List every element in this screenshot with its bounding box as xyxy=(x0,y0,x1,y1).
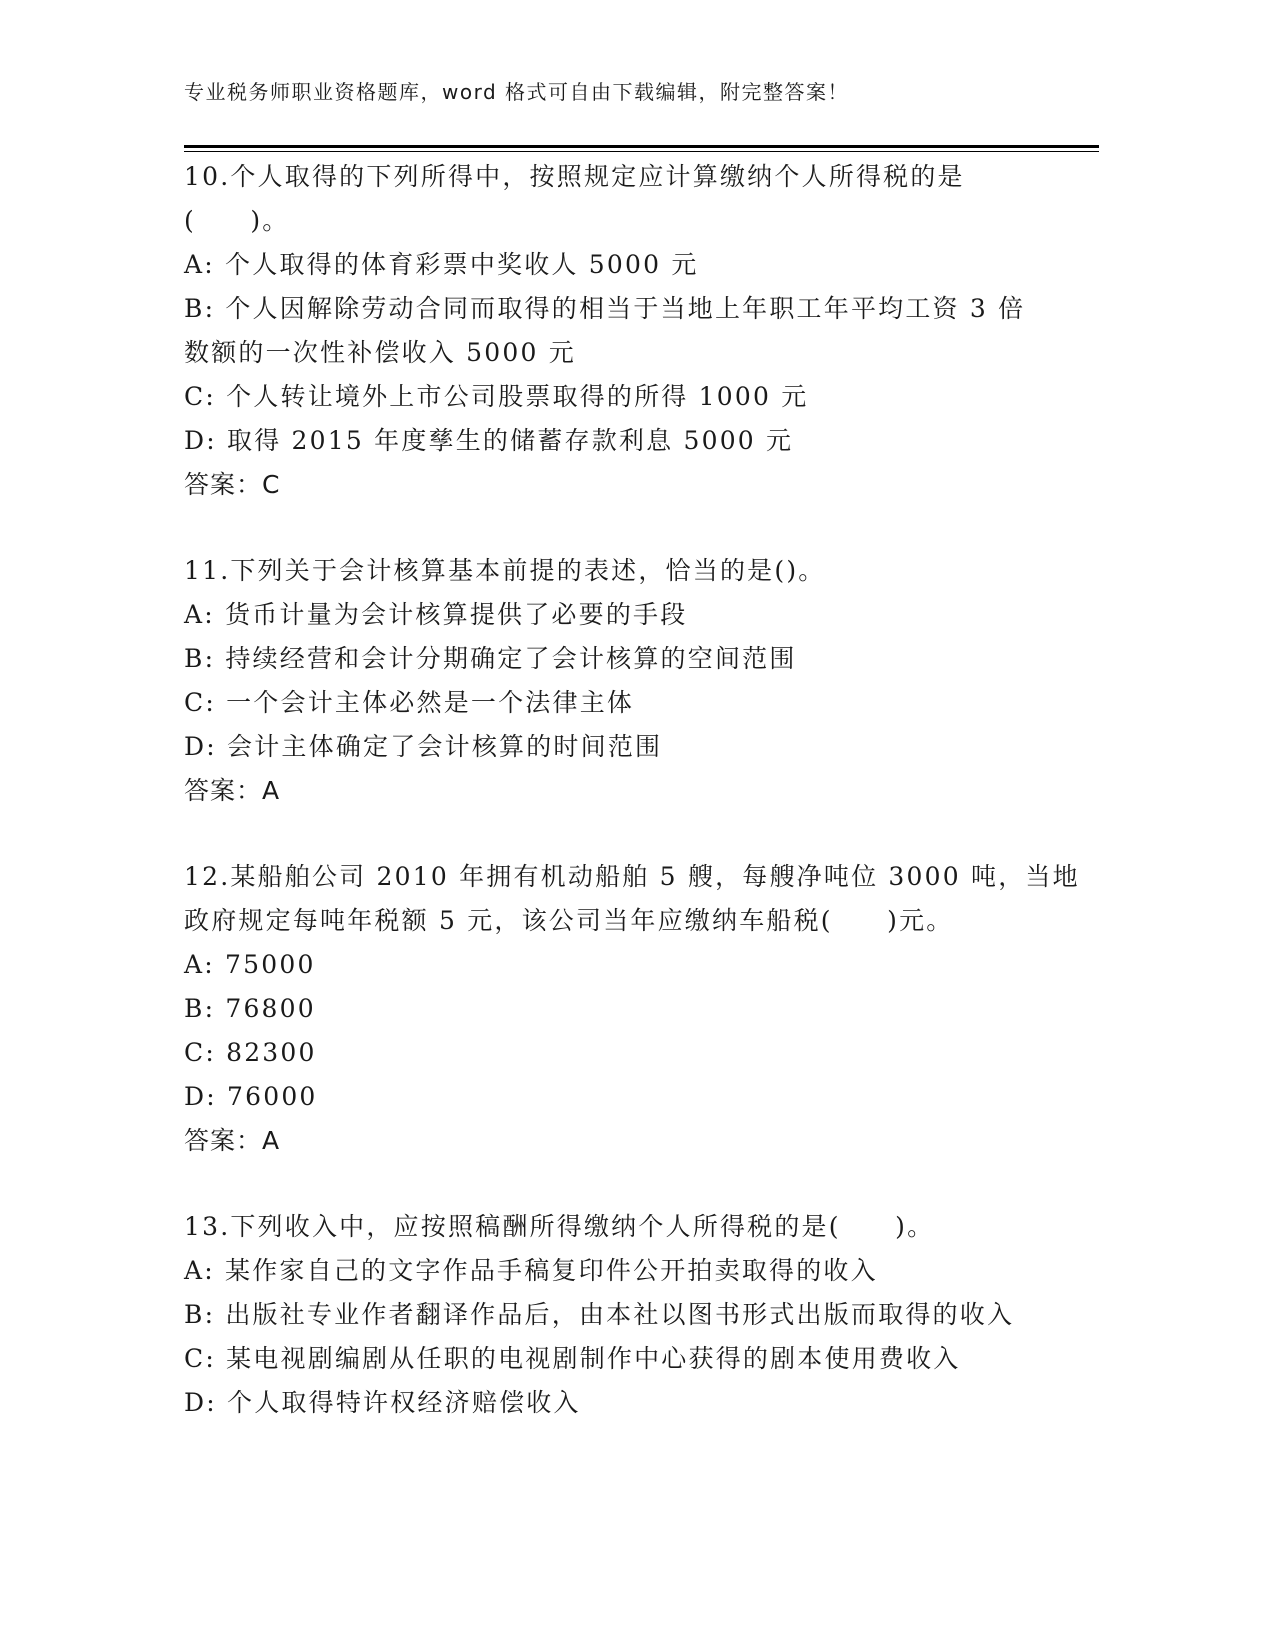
question-12 xyxy=(184,855,1094,1163)
answer: 答案：A xyxy=(184,776,281,805)
answer: 答案：C xyxy=(184,470,281,499)
question-list xyxy=(184,155,1094,1467)
option-d: D: 个人取得特许权经济赔偿收入 xyxy=(184,1388,581,1417)
question-10 xyxy=(184,155,1094,507)
question-stem: 10.个人取得的下列所得中，按照规定应计算缴纳个人所得税的是 xyxy=(184,162,965,191)
option-d: D: 会计主体确定了会计核算的时间范围 xyxy=(184,732,663,761)
option-c: C: 82300 xyxy=(184,1038,317,1067)
option-b: B: 出版社专业作者翻译作品后，由本社以图书形式出版而取得的收入 xyxy=(184,1300,1015,1329)
header-rule-thin xyxy=(184,151,1099,152)
option-d: D: 76000 xyxy=(184,1082,318,1111)
option-c: C: 某电视剧编剧从任职的电视剧制作中心获得的剧本使用费收入 xyxy=(184,1344,961,1373)
question-11 xyxy=(184,549,1094,813)
option-c: C: 个人转让境外上市公司股票取得的所得 1000 元 xyxy=(184,382,809,411)
header-rule-thick xyxy=(184,145,1099,148)
option-b-continued: 数额的一次性补偿收入 5000 元 xyxy=(184,338,576,367)
question-stem: 11.下列关于会计核算基本前提的表述，恰当的是()。 xyxy=(184,556,826,585)
question-stem: ( )。 xyxy=(184,206,290,235)
option-c: C: 一个会计主体必然是一个法律主体 xyxy=(184,688,635,717)
option-a: A: 个人取得的体育彩票中奖收人 5000 元 xyxy=(184,250,699,279)
page-header: 专业税务师职业资格题库，word 格式可自由下载编辑，附完整答案！ xyxy=(184,80,850,104)
question-stem: 政府规定每吨年税额 5 元，该公司当年应缴纳车船税( )元。 xyxy=(184,906,954,935)
option-d: D: 取得 2015 年度孳生的储蓄存款利息 5000 元 xyxy=(184,426,794,455)
question-stem: 13.下列收入中，应按照稿酬所得缴纳个人所得税的是( )。 xyxy=(184,1212,935,1241)
option-b: B: 持续经营和会计分期确定了会计核算的空间范围 xyxy=(184,644,797,673)
option-b: B: 76800 xyxy=(184,994,316,1023)
option-a: A: 某作家自己的文字作品手稿复印件公开拍卖取得的收入 xyxy=(184,1256,878,1285)
question-13 xyxy=(184,1205,1094,1425)
option-a: A: 75000 xyxy=(184,950,316,979)
question-stem: 12.某船舶公司 2010 年拥有机动船舶 5 艘，每艘净吨位 3000 吨，当地 xyxy=(184,862,1080,891)
answer: 答案：A xyxy=(184,1126,281,1155)
option-a: A: 货币计量为会计核算提供了必要的手段 xyxy=(184,600,688,629)
option-b: B: 个人因解除劳动合同而取得的相当于当地上年职工年平均工资 3 倍 xyxy=(184,294,1026,323)
